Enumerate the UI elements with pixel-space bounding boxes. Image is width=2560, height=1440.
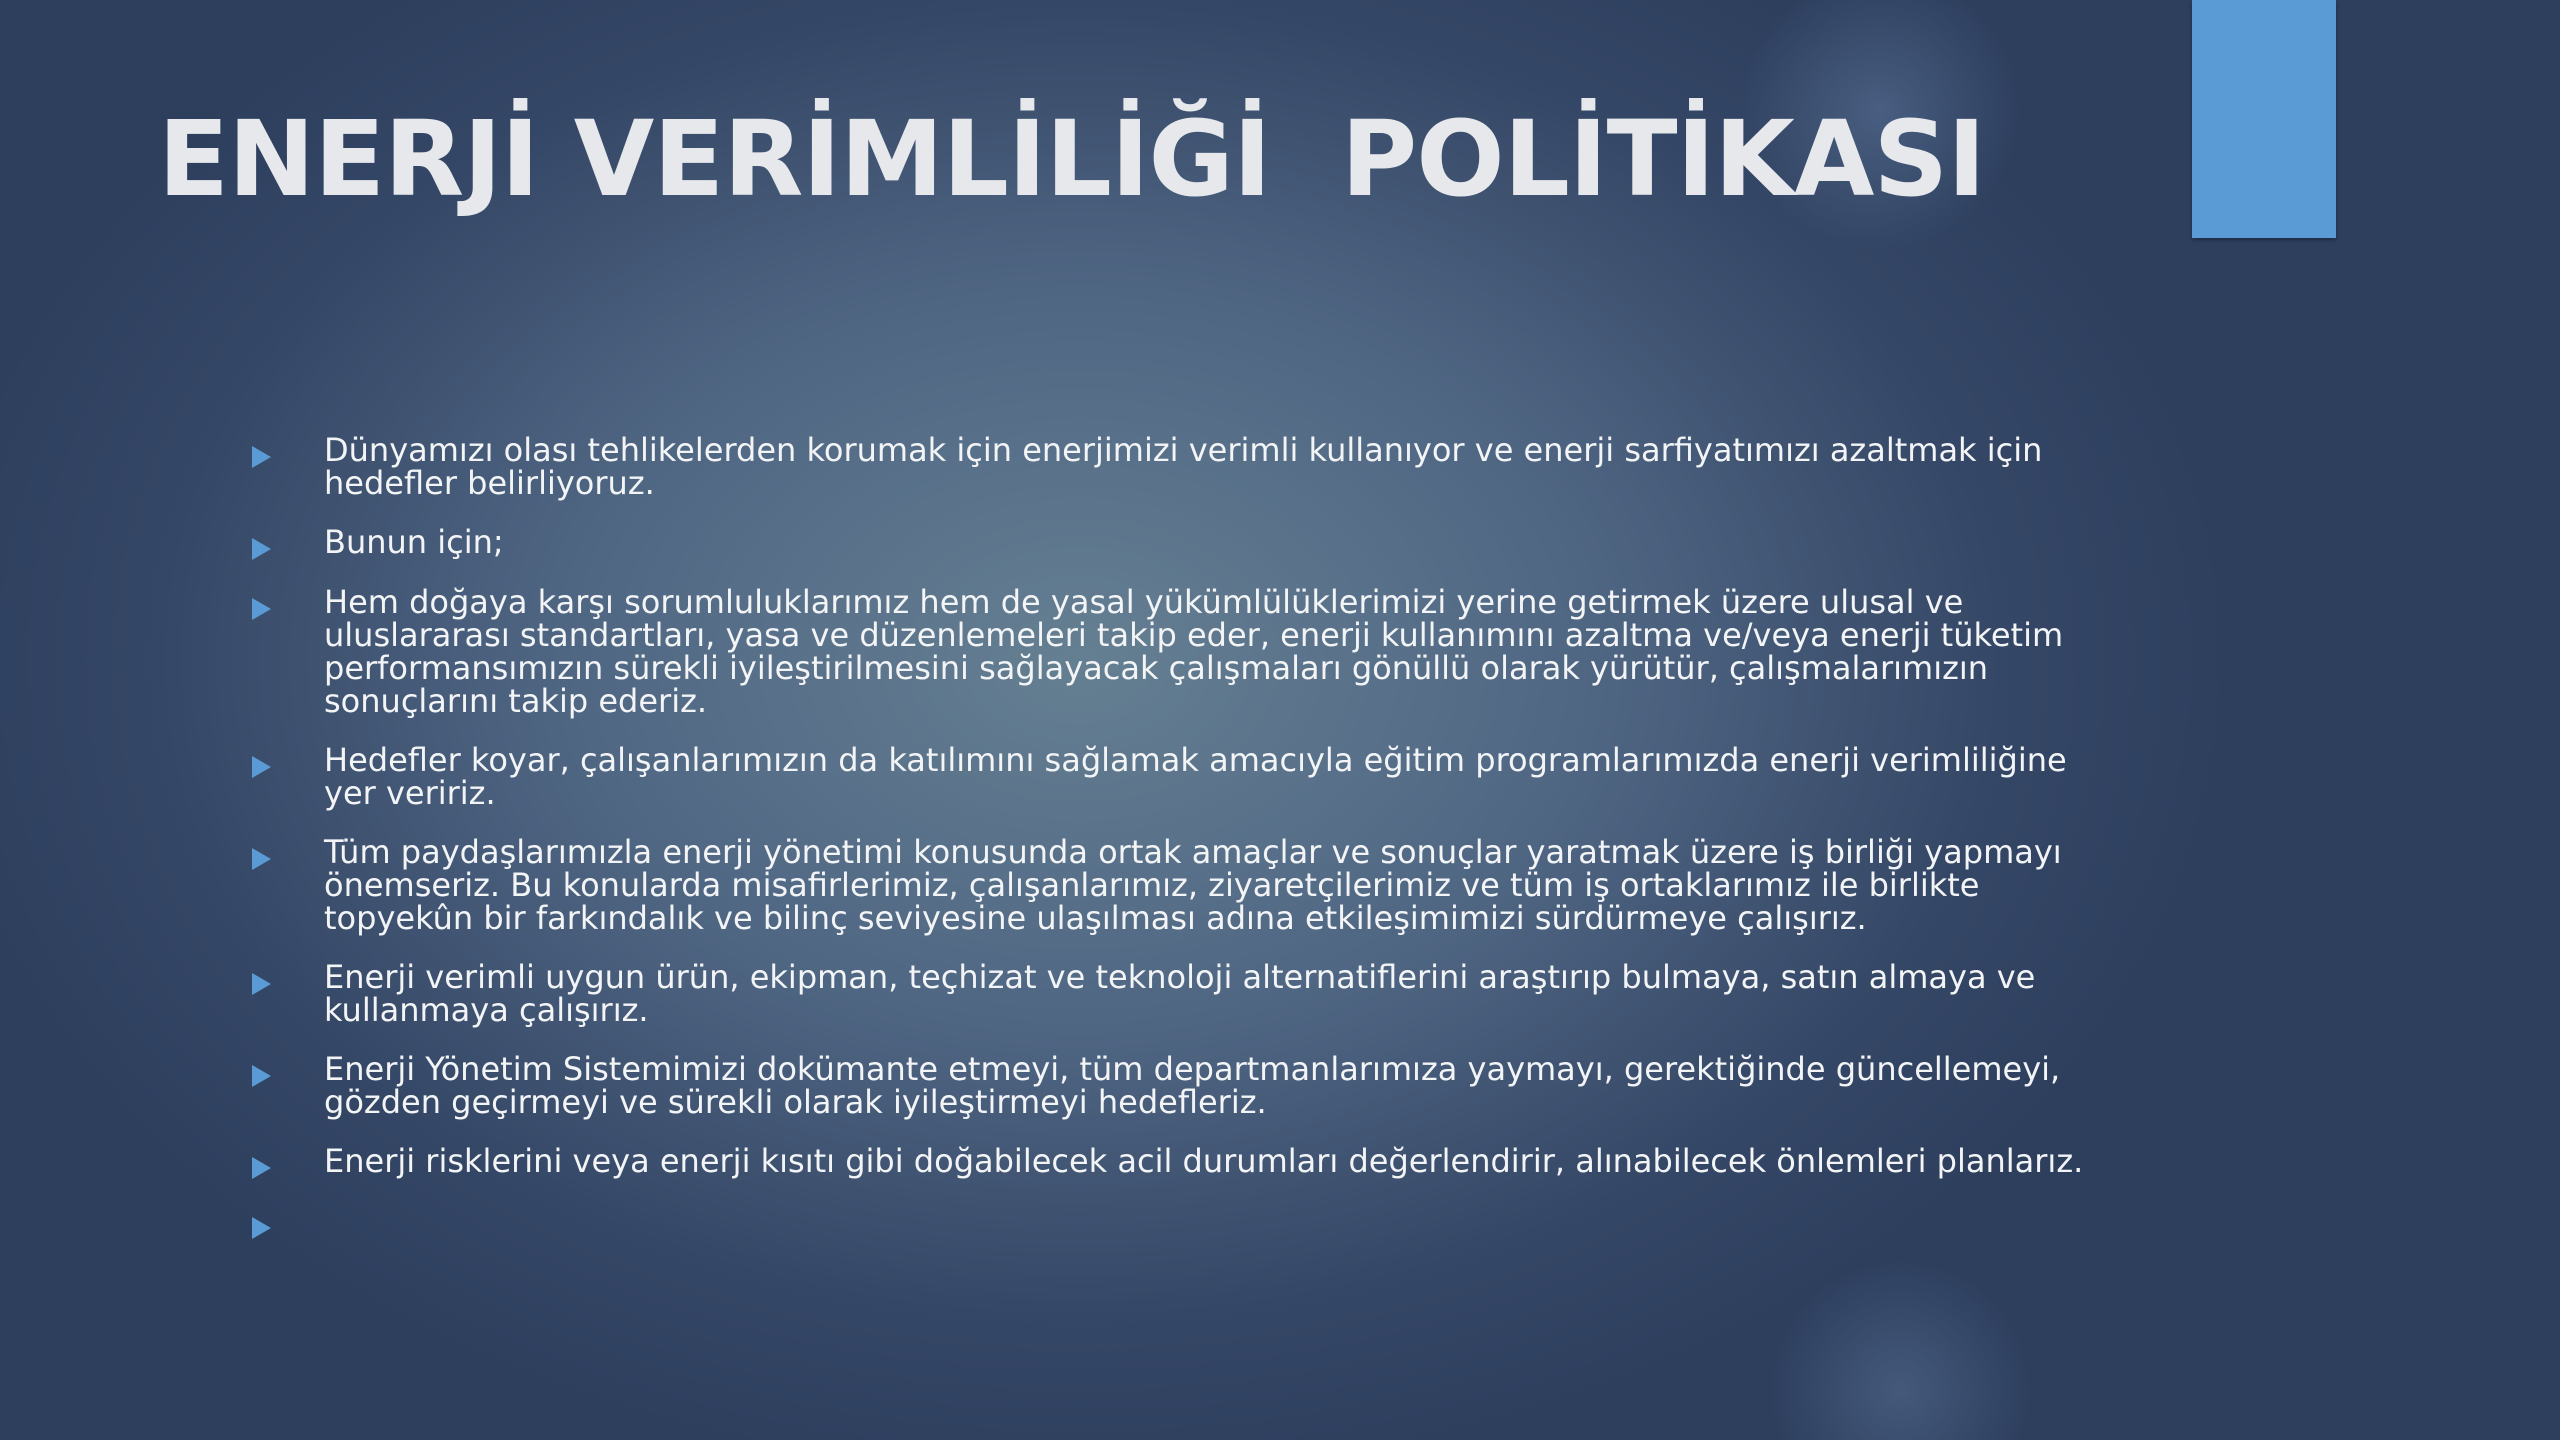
bullet-text: Dünyamızı olası tehlikelerden korumak için enerjimizi verimli kullanıyor ve enerji sarfiyatımızı azaltmak için hedefler belirliyoruz. <box>324 431 2043 502</box>
triangle-right-icon <box>252 1157 271 1179</box>
bullet-text: Hem doğaya karşı sorumluluklarımız hem de yasal yükümlülüklerimizi yerine getirmek üzere ulusal ve uluslararası standartları, yasa ve düzenlemeleri takip eder, enerji kullanımını azaltma ve/veya enerji tüketim performansımızın sürekli iyileştirilmesini sağlayacak çalışmaları gönüllü olarak yürütür, çalışmalarımızın sonuçlarını takip ederiz. <box>324 583 2064 720</box>
bullet-item <box>248 1050 2098 1121</box>
bullet-text: Hedefler koyar, çalışanlarımızın da katılımını sağlamak amacıyla eğitim programlarımızda enerji verimliliğine yer veririz. <box>324 741 2067 812</box>
bullet-text: Enerji Yönetim Sistemimizi dokümante etmeyi, tüm departmanlarımıza yaymayı, gerektiğinde güncellemeyi, gözden geçirmeyi ve sürekli olarak iyileştirmeyi hedefleriz. <box>324 1050 2061 1121</box>
triangle-right-icon <box>252 446 271 468</box>
bullet-list <box>248 431 2098 1265</box>
bullet-item <box>248 583 2098 720</box>
bullet-item <box>248 833 2098 937</box>
bullet-item <box>248 741 2098 812</box>
triangle-right-icon <box>252 538 271 560</box>
bullet-text: Tüm paydaşlarımızla enerji yönetimi konusunda ortak amaçlar ve sonuçlar yaratmak üzere iş birliği yapmayı önemseriz. Bu konularda misafirlerimiz, çalışanlarımız, ziyaretçilerimiz ve tüm iş ortaklarımız ile birlikte topyekûn bir farkındalık ve bilinç seviyesine ulaşılması adına etkileşimimizi sürdürmeye çalışırız. <box>324 833 2062 937</box>
triangle-right-icon <box>252 1217 271 1239</box>
triangle-right-icon <box>252 598 271 620</box>
triangle-right-icon <box>252 848 271 870</box>
slide-title: ENERJİ VERİMLİLİĞİ POLİTİKASI <box>158 98 1985 220</box>
bullet-item <box>248 523 2098 561</box>
triangle-right-icon <box>252 756 271 778</box>
triangle-right-icon <box>252 973 271 995</box>
bullet-item-empty <box>248 1205 2098 1239</box>
triangle-right-icon <box>252 1065 271 1087</box>
accent-bar <box>2192 0 2336 238</box>
bullet-item <box>248 1142 2098 1180</box>
bullet-text: Enerji risklerini veya enerji kısıtı gibi doğabilecek acil durumları değerlendirir, alınabilecek önlemleri planlarız. <box>324 1142 2084 1180</box>
bullet-item <box>248 958 2098 1029</box>
bullet-text: Enerji verimli uygun ürün, ekipman, teçhizat ve teknoloji alternatiflerini araştırıp bulmaya, satın almaya ve kullanmaya çalışırız. <box>324 958 2036 1029</box>
bullet-item <box>248 431 2098 502</box>
bullet-text: Bunun için; <box>324 523 504 561</box>
